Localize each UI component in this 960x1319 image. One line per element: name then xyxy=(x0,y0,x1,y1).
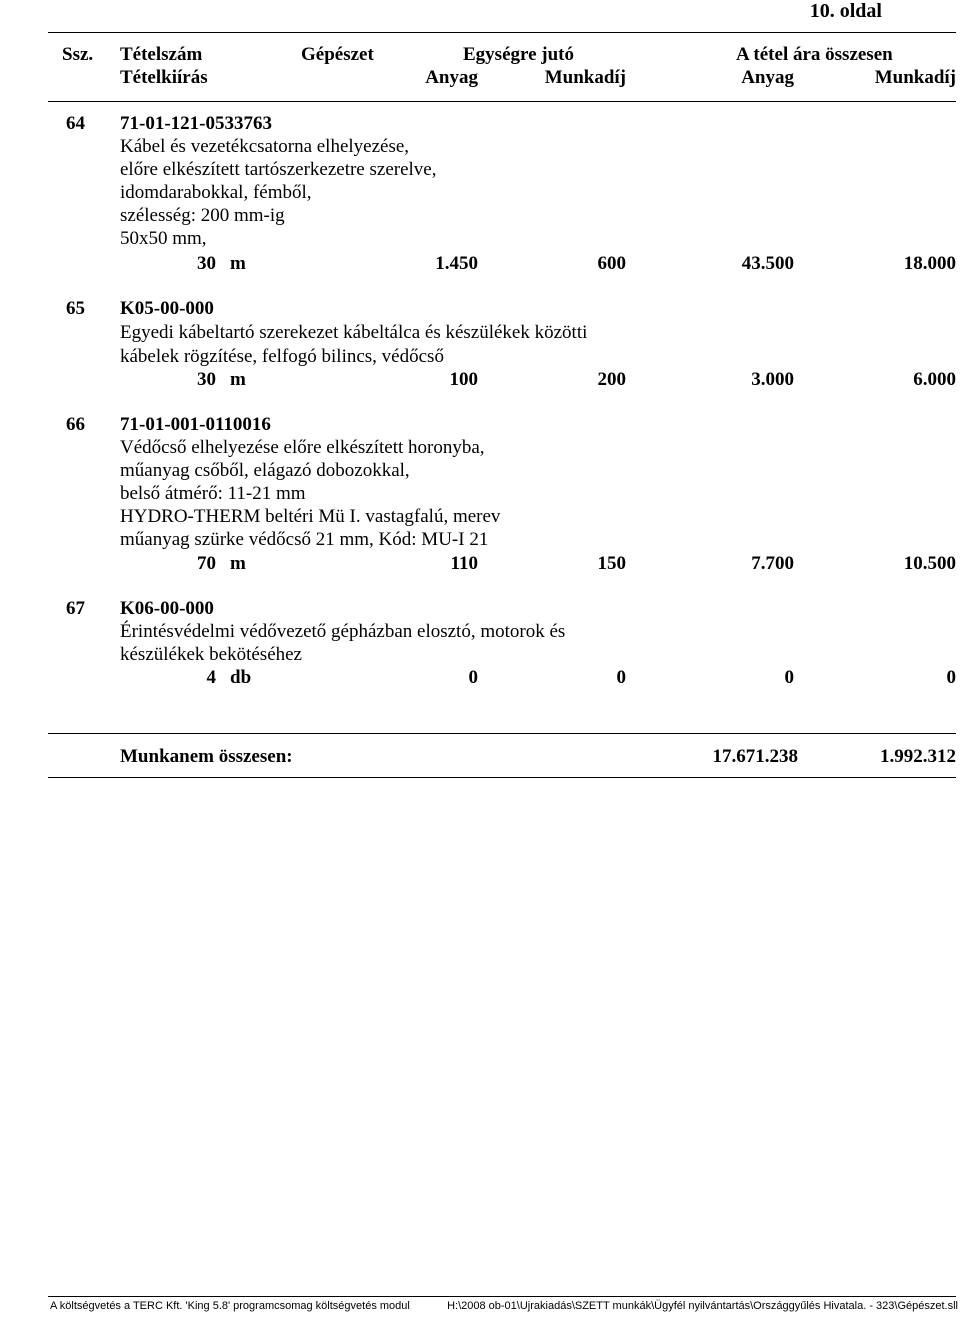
item-code: K05-00-000 xyxy=(120,298,214,319)
summary-bottom-rule xyxy=(48,777,956,778)
item-unit: m xyxy=(230,553,246,574)
item-total-anyag: 43.500 xyxy=(741,253,794,274)
item-unit-munkadij: 600 xyxy=(597,253,626,274)
summary-total-munkadij: 1.992.312 xyxy=(880,746,956,767)
item-qty: 4 xyxy=(206,667,216,688)
header-munkadij-total: Munkadíj xyxy=(874,67,956,88)
header-anyag-total: Anyag xyxy=(741,67,794,88)
header-rule xyxy=(48,101,956,102)
item-code: 71-01-121-0533763 xyxy=(120,113,272,134)
item-ssz: 65 xyxy=(66,298,85,319)
item-qty: 30 xyxy=(197,369,216,390)
item-unit: db xyxy=(230,667,252,688)
item-unit-anyag: 100 xyxy=(449,369,478,390)
item-unit-anyag: 1.450 xyxy=(435,253,478,274)
item-unit-anyag: 110 xyxy=(450,553,478,574)
item-desc-line: kábelek rögzítése, felfogó bilincs, védőcső xyxy=(120,346,444,367)
item-ssz: 64 xyxy=(66,113,85,134)
footer-left-text: A költségvetés a TERC Kft. 'King 5.8' programcsomag költségvetés modul xyxy=(50,1300,410,1312)
page-number: 10. oldal xyxy=(809,0,882,22)
item-total-anyag: 0 xyxy=(784,667,794,688)
header-tetelszam: Tételszám xyxy=(120,44,203,65)
header-ssz: Ssz. xyxy=(62,44,94,65)
top-rule xyxy=(48,32,956,33)
summary-total-anyag: 17.671.238 xyxy=(712,746,798,767)
header-egysegre-juto: Egységre jutó xyxy=(463,44,574,65)
item-desc-line: Védőcső elhelyezése előre elkészített horonyba, xyxy=(120,437,485,458)
header-gepeszet: Gépészet xyxy=(301,44,374,65)
item-desc-line: belső átmérő: 11-21 mm xyxy=(120,483,306,504)
item-desc-line: előre elkészített tartószerkezetre szerelve, xyxy=(120,159,437,180)
item-unit-munkadij: 150 xyxy=(597,553,626,574)
footer-rule xyxy=(48,1296,956,1297)
footer-right-text: H:\2008 ob-01\Ujrakiadás\SZETT munkák\Ügyfél nyilvántartás\Országgyűlés Hivatala. - 323\Gépészet.sll xyxy=(447,1300,958,1312)
item-desc-line: HYDRO-THERM beltéri Mü I. vastagfalú, merev xyxy=(120,506,501,527)
item-desc-line: 50x50 mm, xyxy=(120,228,207,249)
item-desc-line: műanyag csőből, elágazó dobozokkal, xyxy=(120,460,410,481)
item-code: 71-01-001-0110016 xyxy=(120,414,271,435)
item-desc-line: Érintésvédelmi védővezető gépházban elosztó, motorok és xyxy=(120,621,566,642)
header-tetel-ara: A tétel ára összesen xyxy=(736,44,893,65)
item-qty: 30 xyxy=(197,253,216,274)
item-unit-munkadij: 200 xyxy=(597,369,626,390)
item-desc-line: Kábel és vezetékcsatorna elhelyezése, xyxy=(120,136,410,157)
item-ssz: 67 xyxy=(66,598,85,619)
header-tetelkiiras: Tételkiírás xyxy=(120,67,208,88)
item-desc-line: idomdarabokkal, fémből, xyxy=(120,182,312,203)
header-munkadij-unit: Munkadíj xyxy=(544,67,626,88)
item-ssz: 66 xyxy=(66,414,85,435)
item-desc-line: Egyedi kábeltartó szerekezet kábeltálca és készülékek közötti xyxy=(120,322,588,343)
header-anyag-unit: Anyag xyxy=(425,67,478,88)
item-unit-anyag: 0 xyxy=(468,667,478,688)
item-desc-line: készülékek bekötéséhez xyxy=(120,644,302,665)
item-total-anyag: 7.700 xyxy=(751,553,794,574)
item-total-munkadij: 6.000 xyxy=(913,369,956,390)
item-total-munkadij: 18.000 xyxy=(903,253,956,274)
summary-label: Munkanem összesen: xyxy=(120,746,293,767)
item-unit: m xyxy=(230,253,246,274)
item-desc-line: műanyag szürke védőcső 21 mm, Kód: MU-I 21 xyxy=(120,529,489,550)
summary-top-rule xyxy=(48,733,956,734)
item-qty: 70 xyxy=(197,553,216,574)
item-unit-munkadij: 0 xyxy=(616,667,626,688)
item-total-anyag: 3.000 xyxy=(751,369,794,390)
item-unit: m xyxy=(230,369,246,390)
item-total-munkadij: 0 xyxy=(946,667,956,688)
item-total-munkadij: 10.500 xyxy=(903,553,956,574)
item-desc-line: szélesség: 200 mm-ig xyxy=(120,205,285,226)
item-code: K06-00-000 xyxy=(120,598,214,619)
